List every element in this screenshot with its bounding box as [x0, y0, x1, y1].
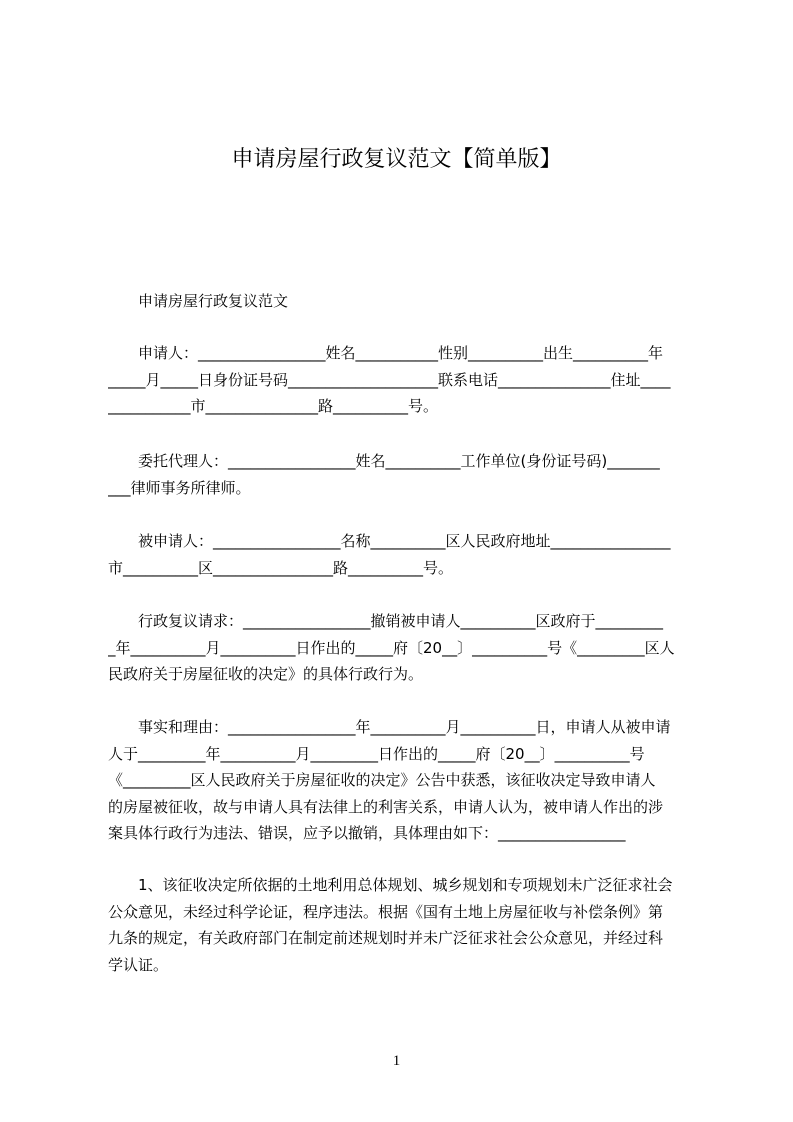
text-line: 《_________区人民政府关于房屋征收的决定》公告中获悉，该征收决定导致申请人	[108, 771, 656, 790]
text-line: ___律师事务所律师。	[108, 478, 251, 497]
text-line: 案具体行政行为违法、错误，应予以撤销，具体理由如下：_________________	[108, 824, 626, 843]
paragraph-facts	[108, 714, 700, 847]
text-line: 申请人：_________________姓名___________性别__________出生__________年	[138, 344, 664, 362]
text-line: ___________市_______________路__________号。	[108, 397, 439, 416]
text-line: 公众意见，未经过科学论证，程序违法。根据《国有土地上房屋征收与补偿条例》第	[108, 902, 664, 921]
text-line: 学认证。	[108, 955, 169, 974]
text-line: 1、该征收决定所依据的土地利用总体规划、城乡规划和专项规划未广泛征求社会	[138, 876, 673, 894]
page-number: 1	[392, 1053, 401, 1069]
text-line: 委托代理人：_________________姓名__________工作单位(身份证号码)_______	[138, 452, 660, 470]
text-line: 事实和理由：_________________年__________月__________日，申请人从被申请	[138, 718, 671, 736]
paragraph-applicant	[108, 340, 700, 420]
text-line: 人于_________年__________月_________日作出的_____府〔20__〕__________号	[108, 744, 645, 763]
paragraph-request	[108, 608, 700, 688]
paragraph-respondent	[108, 528, 700, 581]
text-line: 被申请人：_________________名称__________区人民政府地址________________	[138, 532, 671, 550]
text-line: 民政府关于房屋征收的决定》的具体行政行为。	[108, 665, 424, 684]
paragraph-agent	[108, 448, 700, 501]
text-line: 的房屋被征收，故与申请人具有法律上的利害关系，申请人认为，被申请人作出的涉	[108, 797, 664, 816]
paragraph-reason-1	[108, 872, 700, 978]
text-line: _年__________月__________日作出的_____府〔20__〕__________号《_________区人	[108, 638, 675, 657]
document-subtitle: 申请房屋行政复议范文	[138, 292, 289, 310]
text-line: 九条的规定，有关政府部门在制定前述规划时并未广泛征求社会公众意见，并经过科	[108, 929, 664, 948]
text-line: 行政复议请求：_________________撤销被申请人__________区政府于_________	[138, 612, 664, 630]
document-title: 申请房屋行政复议范文【简单版】	[231, 147, 562, 172]
text-line: _____月_____日身份证号码____________________联系电话_______________住址____	[108, 370, 671, 389]
text-line: 市__________区________________路__________号。	[108, 558, 454, 577]
